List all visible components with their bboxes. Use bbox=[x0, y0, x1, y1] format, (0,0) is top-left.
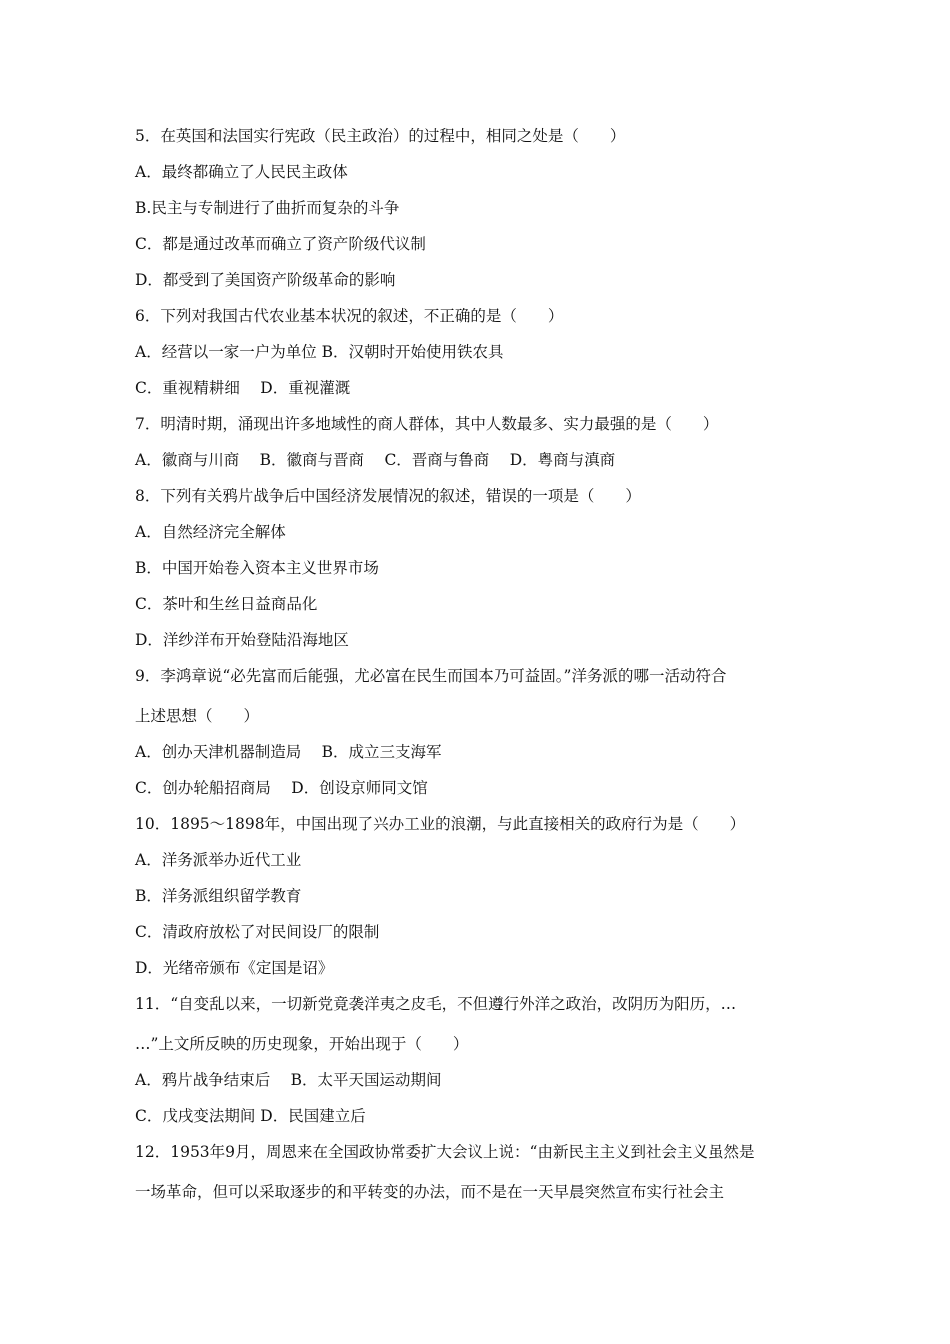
question-8-option-d: D．洋纱洋布开始登陆沿海地区 bbox=[135, 631, 349, 649]
question-8-stem: 8．下列有关鸦片战争后中国经济发展情况的叙述，错误的一项是（ ） bbox=[135, 487, 641, 505]
question-8-option-a: A．自然经济完全解体 bbox=[135, 523, 286, 541]
question-11-stem-continued: …”上文所反映的历史现象，开始出现于（ ） bbox=[135, 1035, 469, 1053]
question-8-option-b: B．中国开始卷入资本主义世界市场 bbox=[135, 559, 379, 577]
question-5-option-c: C．都是通过改革而确立了资产阶级代议制 bbox=[135, 235, 426, 253]
question-10-option-b: B．洋务派组织留学教育 bbox=[135, 887, 302, 905]
question-10-option-d: D．光绪帝颁布《定国是诏》 bbox=[135, 959, 334, 977]
question-12-stem: 12．1953年9月，周恩来在全国政协常委扩大会议上说：“由新民主主义到社会主义虽然是 bbox=[135, 1143, 755, 1161]
question-5-option-d: D．都受到了美国资产阶级革命的影响 bbox=[135, 271, 396, 289]
question-11-stem: 11．“自变乱以来，一切新党竟袭洋夷之皮毛，不但遵行外洋之政治，改阴历为阳历，… bbox=[135, 995, 737, 1013]
question-7-stem: 7．明清时期，涌现出许多地域性的商人群体，其中人数最多、实力最强的是（ ） bbox=[135, 415, 719, 433]
question-11-options-ab: A．鸦片战争结束后 B．太平天国运动期间 bbox=[135, 1071, 442, 1089]
question-9-options-cd: C．创办轮船招商局 D．创设京师同文馆 bbox=[135, 779, 428, 797]
question-8-option-c: C．茶叶和生丝日益商品化 bbox=[135, 595, 318, 613]
question-5-option-b: B.民主与专制进行了曲折而复杂的斗争 bbox=[135, 199, 400, 217]
question-9-stem-continued: 上述思想（ ） bbox=[135, 707, 260, 725]
question-6-options-cd: C．重视精耕细 D．重视灌溉 bbox=[135, 379, 351, 397]
question-9-stem: 9．李鸿章说“必先富而后能强，尤必富在民生而国本乃可益固。”洋务派的哪一活动符合 bbox=[135, 667, 727, 685]
question-5-stem: 5．在英国和法国实行宪政（民主政治）的过程中，相同之处是（ ） bbox=[135, 127, 626, 145]
question-5-option-a: A．最终都确立了人民民主政体 bbox=[135, 163, 348, 181]
question-9-options-ab: A．创办天津机器制造局 B．成立三支海军 bbox=[135, 743, 442, 761]
question-12-stem-continued: 一场革命，但可以采取逐步的和平转变的办法，而不是在一天早晨突然宣布实行社会主 bbox=[135, 1183, 725, 1201]
question-7-options: A．徽商与川商 B．徽商与晋商 C．晋商与鲁商 D．粤商与滇商 bbox=[135, 451, 616, 469]
question-10-stem: 10．1895～1898年，中国出现了兴办工业的浪潮，与此直接相关的政府行为是（ ） bbox=[135, 815, 746, 833]
question-6-options-ab: A．经营以一家一户为单位 B．汉朝时开始使用铁农具 bbox=[135, 343, 504, 361]
question-6-stem: 6．下列对我国古代农业基本状况的叙述，不正确的是（ ） bbox=[135, 307, 564, 325]
question-11-options-cd: C．戊戌变法期间 D．民国建立后 bbox=[135, 1107, 366, 1125]
question-10-option-c: C．清政府放松了对民间设厂的限制 bbox=[135, 923, 380, 941]
question-10-option-a: A．洋务派举办近代工业 bbox=[135, 851, 302, 869]
